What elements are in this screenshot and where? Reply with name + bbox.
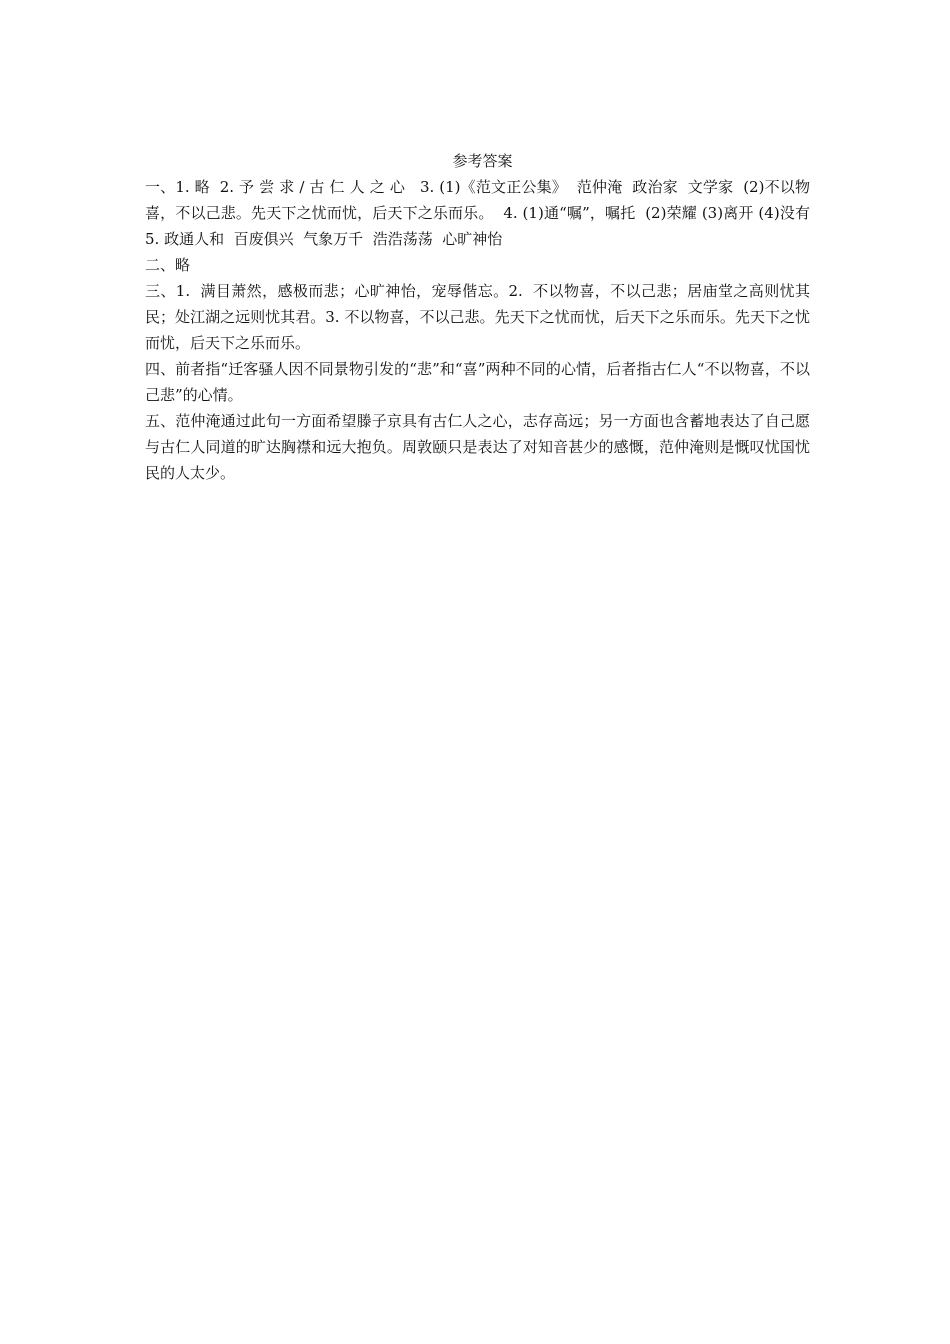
answer-section-1: 一、1. 略 2. 予 尝 求 / 古 仁 人 之 心 3. (1)《范文正公集》 范仲淹 政治家 文学家 (2)不以物喜，不以己悲。先天下之忧而忧，后天下之乐而乐。 4. (1)通“嘱”，嘱托 (2)荣耀 (3)离开 (4)没有 5. 政通人和 百废俱兴 气象万千 浩浩荡荡 心旷神怡: [145, 178, 820, 248]
answer-section-2: 二、略: [145, 256, 191, 274]
answer-section-5: 五、范仲淹通过此句一方面希望滕子京具有古仁人之心，志存高远；另一方面也含蓄地表达了自己愿与古仁人同道的旷达胸襟和远大抱负。周敦颐只是表达了对知音甚少的感慨，范仲淹则是慨叹忧国忧民的人太少。: [145, 412, 810, 482]
answer-section-4: 四、前者指“迁客骚人因不同景物引发的“悲”和“喜”两种不同的心情，后者指古仁人“不以物喜，不以己悲”的心情。: [145, 360, 810, 404]
answer-key: [145, 148, 820, 486]
answer-section-3: 三、1. 满目萧然，感极而悲；心旷神怡，宠辱偕忘。2. 不以物喜，不以己悲；居庙堂之高则忧其民；处江湖之远则忧其君。3. 不以物喜，不以己悲。先天下之忧而忧，后天下之乐而乐。先天下之忧而忧，后天下之乐而乐。: [145, 282, 810, 352]
document-title: 参考答案: [452, 152, 513, 170]
